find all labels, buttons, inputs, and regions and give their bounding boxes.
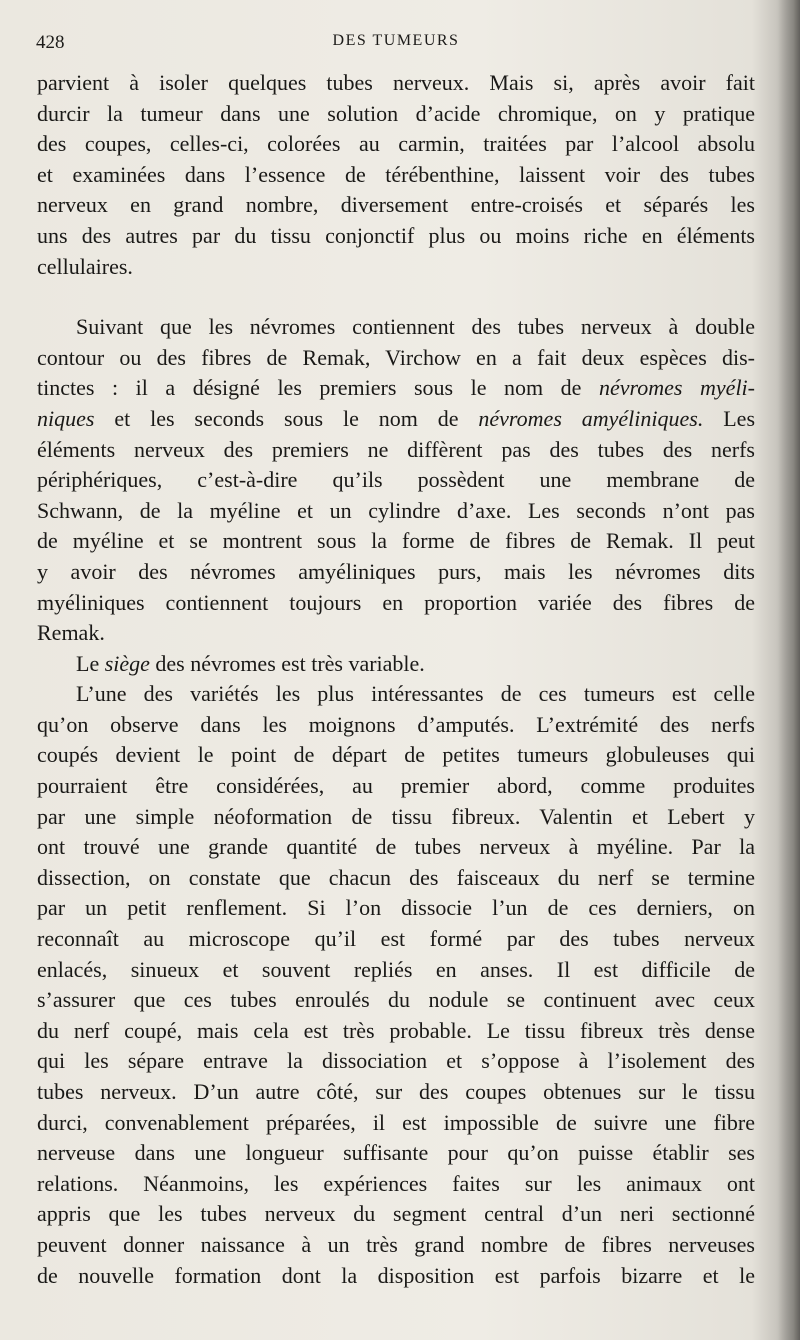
text-line: de myéline et se montrent sous la forme de fibres de Remak. Il peut <box>37 528 755 554</box>
page-number: 428 <box>36 32 65 53</box>
text-line: durcir la tumeur dans une solution d’acide chromique, on y pratique <box>37 100 755 126</box>
text-line: s’assurer que ces tubes enroulés du nodule se continuent avec ceux <box>37 987 755 1013</box>
text-line: et examinées dans l’essence de térébenthine, laissent voir des tubes <box>37 161 755 187</box>
text-line: des coupes, celles-ci, colorées au carmin, traitées par l’alcool absolu <box>37 131 755 157</box>
text-segment: tinctes : il a désigné les premiers sous le nom de <box>37 375 582 401</box>
text-line: par un petit renflement. Si l’on dissocie l’un de ces derniers, on <box>37 895 755 921</box>
text-line: appris que les tubes nerveux du segment central d’un neri sectionné <box>37 1201 755 1227</box>
text-line: y avoir des névromes amyéliniques purs, mais les névromes dits <box>37 558 755 584</box>
text-line: L’une des variétés les plus intéressantes de ces tumeurs est celle <box>76 681 755 707</box>
text-line: du nerf coupé, mais cela est très probable. Le tissu fibreux très dense <box>37 1017 755 1043</box>
paragraph-1 <box>37 68 755 282</box>
paragraph-4 <box>37 679 755 1291</box>
text-segment: et les seconds sous le nom de <box>114 405 459 431</box>
paragraph-gap <box>37 282 755 312</box>
text-line <box>37 404 755 435</box>
text-segment: Le <box>76 650 100 676</box>
italic-term: névromes myéli- <box>599 375 755 401</box>
text-line: de nouvelle formation dont la disposition est parfois bizarre et le <box>37 1262 755 1288</box>
text-line: dissection, on constate que chacun des faisceaux du nerf se termine <box>37 864 755 890</box>
text-line: qu’on observe dans les moignons d’amputés. L’extrémité des nerfs <box>37 711 755 737</box>
text-line: reconnaît au microscope qu’il est formé par des tubes nerveux <box>37 926 755 952</box>
text-line <box>37 373 755 404</box>
italic-term: niques <box>37 405 95 431</box>
text-line: périphériques, c’est-à-dire qu’ils possèdent une membrane de <box>37 467 755 493</box>
text-segment: Les <box>723 405 755 431</box>
text-line: qui les sépare entrave la dissociation et s’oppose à l’isolement des <box>37 1048 755 1074</box>
italic-term: siège <box>104 650 150 676</box>
running-title: DES TUMEURS <box>332 32 460 49</box>
text-line: relations. Néanmoins, les expériences faites sur les animaux ont <box>37 1170 755 1196</box>
text-segment: des névromes est très variable. <box>155 650 425 676</box>
paragraph-3 <box>37 649 755 680</box>
text-line: myéliniques contiennent toujours en proportion variée des fibres de <box>37 589 755 615</box>
text-line: par une simple néoformation de tissu fibreux. Valentin et Lebert y <box>37 803 755 829</box>
text-line: Remak. <box>37 620 105 646</box>
text-line: coupés devient le point de départ de petites tumeurs globuleuses qui <box>37 742 755 768</box>
italic-term: névromes amyéliniques. <box>478 405 704 431</box>
text-line: nerveux en grand nombre, diversement entre-croisés et séparés les <box>37 192 755 218</box>
text-line: Schwann, de la myéline et un cylindre d’axe. Les seconds n’ont pas <box>37 497 755 523</box>
running-head <box>36 32 756 56</box>
text-line: uns des autres par du tissu conjonctif plus ou moins riche en éléments <box>37 222 755 248</box>
page-edge-shadow <box>778 0 800 1340</box>
text-line: ont trouvé une grande quantité de tubes nerveux à myéline. Par la <box>37 834 755 860</box>
text-line: durci, convenablement préparées, il est impossible de suivre une fibre <box>37 1109 755 1135</box>
text-line: Suivant que les névromes contiennent des tubes nerveux à double <box>76 314 755 340</box>
paragraph-2 <box>37 312 755 649</box>
text-line: parvient à isoler quelques tubes nerveux. Mais si, après avoir fait <box>37 70 755 95</box>
text-line <box>37 649 755 680</box>
text-line: cellulaires. <box>37 253 133 279</box>
body-text <box>37 68 755 1291</box>
text-line: enlacés, sinueux et souvent repliés en anses. Il est difficile de <box>37 956 755 982</box>
text-line: contour ou des fibres de Remak, Virchow en a fait deux espèces dis- <box>37 344 755 370</box>
text-line: éléments nerveux des premiers ne diffèrent pas des tubes des nerfs <box>37 436 755 462</box>
text-line: nerveuse dans une longueur suffisante pour qu’on puisse établir ses <box>37 1140 755 1166</box>
text-line: pourraient être considérées, au premier abord, comme produites <box>37 773 755 799</box>
text-line: peuvent donner naissance à un très grand nombre de fibres nerveuses <box>37 1231 755 1257</box>
text-line: tubes nerveux. D’un autre côté, sur des coupes obtenues sur le tissu <box>37 1079 755 1104</box>
